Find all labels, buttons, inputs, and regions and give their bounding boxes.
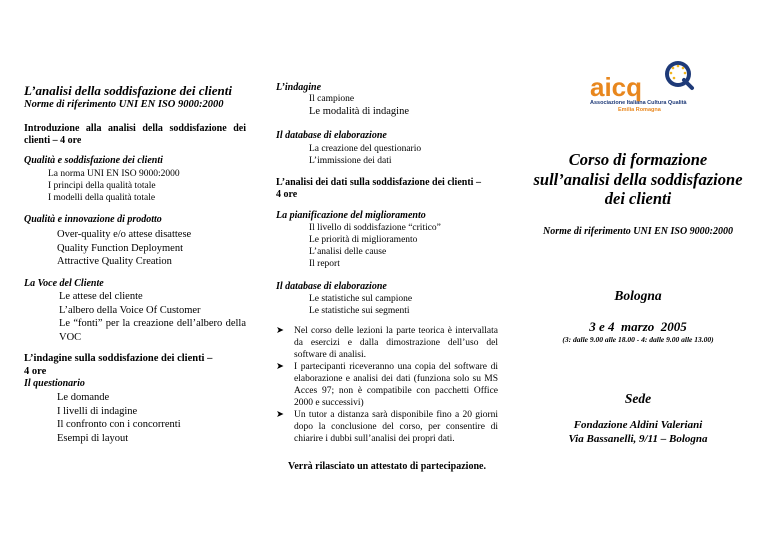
list-item: Le statistiche sui segmenti (309, 306, 410, 316)
venue-name: Fondazione Aldini Valeriani (573, 419, 703, 431)
logo-wordmark: aicq (590, 72, 643, 102)
list-item: Quality Function Deployment (57, 242, 183, 254)
list-item: Over-quality e/o attese disattese (57, 229, 192, 240)
list-item: Le statistiche sul campione (309, 294, 413, 304)
section-heading-database: Il database di elaborazione (276, 130, 387, 141)
section-heading-innovation: Qualità e innovazione di prodotto (24, 214, 162, 225)
list-item: I livelli di indagine (57, 405, 138, 417)
arrow-bullet-icon: ➤ (276, 362, 284, 372)
list-item: ➤ I partecipanti riceveranno una copia del software di elaborazione e analisi dei dati (funziona solo su MS Acces 97; non è compatibile con pacchetti Office 2000 e successivi) (276, 362, 498, 408)
list-item: Il confronto con i concorrenti (57, 419, 181, 430)
list-item: La norma UNI EN ISO 9000:2000 (48, 169, 180, 179)
list-item: L’analisi delle cause (309, 247, 387, 257)
brochure-title: L’analisi della soddisfazione dei clienti (24, 83, 232, 98)
venue-label: Sede (624, 391, 652, 406)
course-title: Corso di formazione sull’analisi della soddisfazione dei clienti (533, 150, 743, 208)
brochure-subtitle: Norme di riferimento UNI EN ISO 9000:2000 (24, 99, 224, 110)
section-list-survey (24, 391, 181, 445)
list-item: Le attese del cliente (59, 291, 143, 302)
list-item: Il report (309, 259, 340, 269)
arrow-bullet-icon: ➤ (276, 410, 284, 420)
list-item: Il campione (309, 94, 355, 104)
section-heading-quality: Qualità e soddisfazione dei clienti (24, 155, 163, 166)
logo-region-name: Emilia Romagna (618, 107, 661, 113)
list-item: Le priorità di miglioramento (309, 235, 418, 245)
list-item: Attractive Quality Creation (57, 256, 172, 267)
section-list-quality (24, 168, 180, 204)
arrow-bullet-icon: ➤ (276, 326, 284, 336)
list-item: L’immissione dei dati (309, 156, 392, 166)
list-item: L’albero della Voice Of Customer (59, 304, 201, 316)
logo-association-name: Associazione Italiana Cultura Qualità (590, 100, 687, 106)
section-list-improvement (309, 222, 441, 270)
aicq-logo (588, 60, 698, 120)
reference-standard: Norme di riferimento UNI EN ISO 9000:2000 (542, 226, 733, 237)
venue-address: Via Bassanelli, 9/11 – Bologna (568, 433, 708, 445)
section-list-innovation (24, 228, 191, 269)
intro-heading: Introduzione alla analisi della soddisfazione dei clienti – 4 ore (24, 123, 246, 146)
certificate-note: Verrà rilasciato un attestato di partecipazione. (288, 461, 486, 472)
list-item: Esempi di layout (57, 432, 129, 444)
list-item: ➤ Nel corso delle lezioni la parte teorica è intervallata da esercizi e dalla dimostrazione dell’uso del software di analisi. (276, 326, 498, 360)
subheading-questionnaire: Il questionario (24, 378, 85, 389)
list-item: ➤ Un tutor a distanza sarà disponibile fino a 20 giorni dopo la conclusione del corso, per consentire di chiarire i dubbi sull’analisi dei propri dati. (276, 410, 498, 444)
section-heading-survey-method: L’indagine (276, 82, 322, 93)
section-heading-survey: L’indagine sulla soddisfazione dei clienti – 4 ore (24, 353, 213, 377)
list-item: I modelli della qualità totale (48, 193, 156, 203)
section-list-database (309, 143, 421, 167)
course-notes-list (276, 325, 498, 445)
list-item: La creazione del questionario (309, 144, 422, 154)
list-item: Le “fonti” per la creazione dell’albero della VOC (59, 318, 246, 343)
list-item: Le modalità di indagine (309, 106, 410, 117)
city: Bologna (614, 288, 662, 303)
section-heading-improvement: La pianificazione del miglioramento (276, 210, 426, 221)
list-item: I principi della qualità totale (48, 181, 156, 191)
section-heading-data-analysis: L’analisi dei dati sulla soddisfazione dei clienti – 4 ore (276, 177, 481, 200)
section-heading-voc: La Voce del Cliente (24, 278, 104, 289)
section-list-statistics (309, 293, 412, 317)
section-list-voc (59, 290, 246, 344)
course-dates: 3 e 4 marzo 2005 (589, 319, 687, 334)
list-item: Il livello di soddisfazione “critico” (309, 223, 441, 233)
course-hours: (3: dalle 9.00 alle 18.00 - 4: dalle 9.00 alle 13.00) (562, 335, 714, 344)
section-heading-database-2: Il database di elaborazione (276, 281, 387, 292)
list-item: Le domande (57, 392, 110, 403)
